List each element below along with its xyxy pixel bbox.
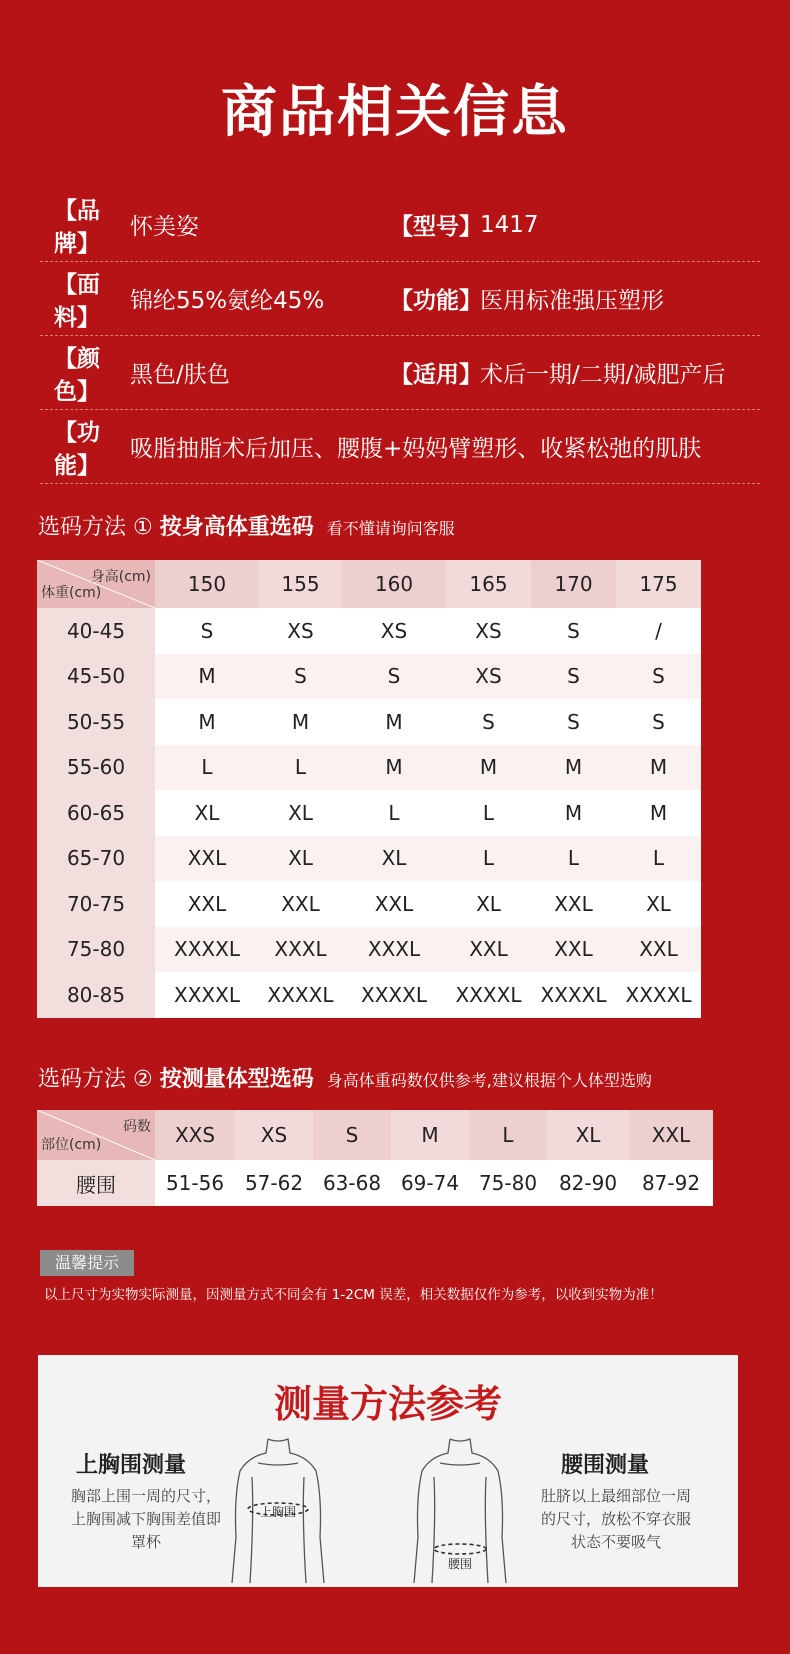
size-cell: XXXL bbox=[342, 927, 446, 973]
size-cell: XXL bbox=[155, 836, 259, 882]
size-cell: M bbox=[259, 699, 342, 745]
info-row-function-detail bbox=[40, 410, 760, 484]
size-cell: XXXXL bbox=[616, 972, 701, 1018]
weight-range-label: 65-70 bbox=[37, 836, 155, 882]
size-header: XS bbox=[235, 1110, 313, 1160]
size-cell: XXXXL bbox=[155, 927, 259, 973]
waist-range-cell: 69-74 bbox=[391, 1160, 469, 1206]
upper-chest-description bbox=[46, 1485, 246, 1554]
table-header-row bbox=[37, 560, 701, 608]
upper-chest-tag: 上胸围 bbox=[259, 1505, 296, 1519]
function-detail-label: 【功能】 bbox=[54, 419, 100, 479]
size-cell: L bbox=[259, 745, 342, 791]
method2-heading bbox=[38, 1062, 652, 1093]
size-header: S bbox=[313, 1110, 391, 1160]
suitable-value: 术后一期/二期/减肥产后 bbox=[480, 362, 726, 388]
size-cell: L bbox=[446, 836, 531, 882]
corner-column-label: 身高(cm) bbox=[90, 569, 151, 585]
weight-range-label: 75-80 bbox=[37, 927, 155, 973]
model-label: 【型号】 bbox=[390, 214, 482, 240]
upper-chest-desc-line: 胸部上围一周的尺寸， bbox=[70, 1487, 221, 1505]
size-cell: XXL bbox=[342, 881, 446, 927]
method1-note: 看不懂请询问客服 bbox=[326, 519, 455, 538]
size-cell: S bbox=[531, 699, 616, 745]
size-cell: XXL bbox=[155, 881, 259, 927]
table-corner bbox=[37, 1110, 155, 1160]
waist-range-cell: 63-68 bbox=[313, 1160, 391, 1206]
table-header-row bbox=[37, 1110, 713, 1160]
weight-range-label: 55-60 bbox=[37, 745, 155, 791]
size-header: L bbox=[469, 1110, 547, 1160]
waist-range-cell: 57-62 bbox=[235, 1160, 313, 1206]
table-row bbox=[37, 1160, 713, 1206]
size-cell: XL bbox=[446, 881, 531, 927]
size-cell: XXXL bbox=[259, 927, 342, 973]
size-cell: L bbox=[342, 790, 446, 836]
table-row bbox=[37, 881, 701, 927]
color-value: 黑色/肤色 bbox=[130, 362, 230, 388]
size-cell: XS bbox=[446, 654, 531, 700]
size-cell: XXL bbox=[259, 881, 342, 927]
size-cell: XXXXL bbox=[531, 972, 616, 1018]
fabric-label: 【面料】 bbox=[54, 271, 100, 331]
weight-range-label: 50-55 bbox=[37, 699, 155, 745]
function-label: 【功能】 bbox=[390, 288, 482, 314]
height-header: 175 bbox=[616, 560, 701, 608]
upper-chest-desc-line: 罩杯 bbox=[130, 1533, 161, 1551]
waist-desc-line: 的尺寸，放松不穿衣服 bbox=[540, 1510, 691, 1528]
size-cell: XL bbox=[259, 836, 342, 882]
size-header: XXS bbox=[155, 1110, 235, 1160]
table-row bbox=[37, 608, 701, 654]
size-cell: S bbox=[155, 608, 259, 654]
method2-main: 按测量体型选码 bbox=[159, 1067, 314, 1092]
size-cell: L bbox=[616, 836, 701, 882]
size-cell: XXL bbox=[531, 881, 616, 927]
method1-main: 按身高体重选码 bbox=[159, 515, 314, 540]
table-row bbox=[37, 745, 701, 791]
size-cell: M bbox=[155, 654, 259, 700]
corner-column-label: 码数 bbox=[123, 1119, 151, 1135]
waist-desc-line: 状态不要吸气 bbox=[570, 1533, 661, 1551]
size-header: M bbox=[391, 1110, 469, 1160]
size-cell: S bbox=[342, 654, 446, 700]
brand-label: 【品牌】 bbox=[54, 197, 100, 257]
upper-chest-heading: 上胸围测量 bbox=[76, 1453, 187, 1478]
fabric-value: 锦纶55%氨纶45% bbox=[130, 288, 325, 314]
size-cell: XXXXL bbox=[259, 972, 342, 1018]
waist-range-cell: 82-90 bbox=[547, 1160, 629, 1206]
method2-note: 身高体重码数仅供参考,建议根据个人体型选购 bbox=[326, 1071, 652, 1090]
waist-band bbox=[434, 1544, 486, 1554]
size-cell: M bbox=[446, 745, 531, 791]
size-cell: M bbox=[342, 745, 446, 791]
weight-range-label: 60-65 bbox=[37, 790, 155, 836]
function-detail-value: 吸脂抽脂术后加压、腰腹+妈妈臂塑形、收紧松弛的肌肤 bbox=[130, 436, 702, 462]
size-cell: XXL bbox=[616, 927, 701, 973]
corner-row-label: 体重(cm) bbox=[41, 585, 102, 601]
measurement-reference-panel bbox=[38, 1355, 738, 1587]
waist-heading: 腰围测量 bbox=[561, 1453, 650, 1478]
size-header: XXL bbox=[629, 1110, 713, 1160]
info-row-color-suitable bbox=[40, 336, 760, 410]
tip-badge: 温馨提示 bbox=[40, 1250, 134, 1276]
function-value: 医用标准强压塑形 bbox=[480, 288, 664, 314]
waist-range-cell: 87-92 bbox=[629, 1160, 713, 1206]
size-cell: XL bbox=[155, 790, 259, 836]
table-row bbox=[37, 654, 701, 700]
size-cell: M bbox=[531, 745, 616, 791]
info-row-fabric-function bbox=[40, 262, 760, 336]
size-cell: XXXXL bbox=[155, 972, 259, 1018]
size-cell: XS bbox=[342, 608, 446, 654]
waist-range-cell: 51-56 bbox=[155, 1160, 235, 1206]
info-row-brand-model bbox=[40, 188, 760, 262]
size-cell: S bbox=[616, 654, 701, 700]
table-row bbox=[37, 699, 701, 745]
size-cell: S bbox=[259, 654, 342, 700]
size-cell: XL bbox=[259, 790, 342, 836]
size-cell: S bbox=[616, 699, 701, 745]
size-cell: XXL bbox=[531, 927, 616, 973]
height-header: 155 bbox=[259, 560, 342, 608]
table-row bbox=[37, 790, 701, 836]
size-by-height-weight-table bbox=[37, 560, 701, 1018]
size-cell: / bbox=[616, 608, 701, 654]
measurement-title: 测量方法参考 bbox=[273, 1382, 502, 1426]
size-cell: S bbox=[531, 608, 616, 654]
size-cell: M bbox=[531, 790, 616, 836]
size-cell: XL bbox=[616, 881, 701, 927]
table-row bbox=[37, 927, 701, 973]
height-header: 150 bbox=[155, 560, 259, 608]
size-cell: XXXXL bbox=[342, 972, 446, 1018]
size-cell: L bbox=[531, 836, 616, 882]
size-header: XL bbox=[547, 1110, 629, 1160]
size-cell: L bbox=[446, 790, 531, 836]
size-cell: M bbox=[342, 699, 446, 745]
size-cell: S bbox=[446, 699, 531, 745]
waist-description bbox=[516, 1485, 716, 1554]
size-cell: M bbox=[616, 790, 701, 836]
size-by-measurement-table bbox=[37, 1110, 713, 1206]
size-cell: S bbox=[531, 654, 616, 700]
size-cell: M bbox=[616, 745, 701, 791]
waist-range-cell: 75-80 bbox=[469, 1160, 547, 1206]
brand-value: 怀美姿 bbox=[130, 214, 199, 240]
size-cell: L bbox=[155, 745, 259, 791]
table-corner bbox=[37, 560, 155, 608]
size-cell: XL bbox=[342, 836, 446, 882]
weight-range-label: 70-75 bbox=[37, 881, 155, 927]
table-row bbox=[37, 836, 701, 882]
waist-tag: 腰围 bbox=[447, 1557, 472, 1571]
suitable-label: 【适用】 bbox=[390, 362, 482, 388]
model-value: 1417 bbox=[480, 211, 539, 238]
waist-figure bbox=[410, 1437, 510, 1585]
upper-chest-desc-line: 上胸围减下胸围差值即 bbox=[70, 1510, 221, 1528]
tip-text: 以上尺寸为实物实际测量，因测量方式不同会有 1-2CM 误差，相关数据仅作为参考，以收到实物为准！ bbox=[44, 1287, 663, 1303]
height-header: 160 bbox=[342, 560, 446, 608]
height-header: 165 bbox=[446, 560, 531, 608]
height-header: 170 bbox=[531, 560, 616, 608]
corner-row-label: 部位(cm) bbox=[41, 1137, 102, 1153]
size-cell: XS bbox=[259, 608, 342, 654]
waist-row-label: 腰围 bbox=[37, 1160, 155, 1206]
size-cell: XS bbox=[446, 608, 531, 654]
weight-range-label: 40-45 bbox=[37, 608, 155, 654]
page-title: 商品相关信息 bbox=[221, 80, 569, 145]
size-cell: XXXXL bbox=[446, 972, 531, 1018]
method2-prefix: 选码方法 ② bbox=[38, 1067, 153, 1092]
size-cell: M bbox=[155, 699, 259, 745]
table-row bbox=[37, 972, 701, 1018]
waist-desc-line: 肚脐以上最细部位一周 bbox=[540, 1487, 691, 1505]
method1-prefix: 选码方法 ① bbox=[38, 515, 153, 540]
weight-range-label: 80-85 bbox=[37, 972, 155, 1018]
size-cell: XXL bbox=[446, 927, 531, 973]
weight-range-label: 45-50 bbox=[37, 654, 155, 700]
upper-chest-figure bbox=[228, 1437, 328, 1585]
color-label: 【颜色】 bbox=[54, 345, 100, 405]
method1-heading bbox=[38, 510, 455, 541]
